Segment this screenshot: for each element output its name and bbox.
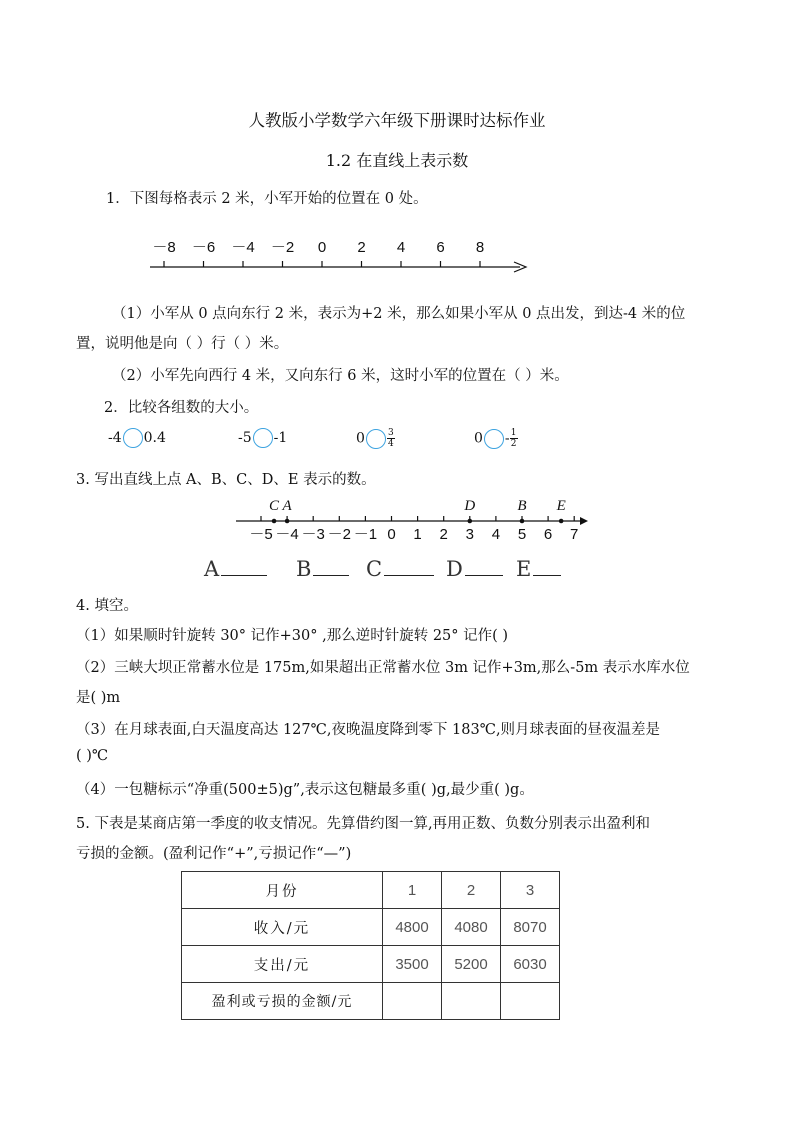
q3-tick-label: －2 — [327, 526, 351, 543]
q1-tick-label: －6 — [191, 239, 216, 256]
q1-tick-label: 8 — [475, 239, 485, 256]
q2-right-1: 0.4 — [143, 430, 166, 446]
answer-cell[interactable] — [383, 983, 442, 1020]
answer-blank-c[interactable] — [384, 555, 434, 576]
answer-label-e: E — [516, 557, 532, 581]
q1-number-line — [140, 232, 540, 282]
table-header-cell: 1 — [383, 872, 442, 909]
q2-left-1: -4 — [108, 430, 122, 446]
q3-point-label: E — [556, 498, 566, 514]
q2-left-3: 0 — [356, 430, 365, 447]
q2-left-4: 0 — [474, 430, 483, 447]
q3-tick-label: －1 — [353, 526, 378, 543]
q4-part3-line2: ( )℃ — [76, 748, 109, 764]
fraction-one-half — [510, 428, 518, 449]
table-header-cell: 3 — [501, 872, 560, 909]
q3-tick-label: 7 — [570, 526, 579, 543]
q2-right-2: -1 — [273, 430, 288, 446]
q3-tick-label: 1 — [413, 526, 422, 543]
table-header-month: 月份 — [182, 872, 383, 909]
answer-label-b: B — [296, 557, 312, 581]
table-cell: 8070 — [501, 909, 560, 946]
compare-circle[interactable] — [366, 429, 386, 449]
table-cell: 3500 — [383, 946, 442, 983]
income-expense-table — [181, 871, 560, 1020]
q3-answer-e — [516, 555, 561, 581]
answer-blank-a[interactable] — [221, 555, 267, 576]
row-label-profit-loss: 盈利或亏损的金额/元 — [182, 983, 383, 1020]
q3-tick-label: －5 — [249, 526, 273, 543]
answer-label-a: A — [204, 557, 220, 581]
table-row — [182, 946, 560, 983]
row-label-income: 收入/元 — [182, 909, 383, 946]
q3-tick-label: 4 — [491, 526, 501, 543]
q3-answer-b — [296, 555, 349, 581]
answer-blank-e[interactable] — [533, 555, 561, 576]
table-cell: 5200 — [442, 946, 501, 983]
q4-part4: （4）一包糖标示“净重(500±5)g”,表示这包糖最多重( )g,最少重( )g。 — [76, 782, 534, 798]
table-cell: 4800 — [383, 909, 442, 946]
table-header-cell: 2 — [442, 872, 501, 909]
q1-tick-label: 6 — [436, 239, 445, 256]
q4-part2-line1: （2）三峡大坝正常蓄水位是 175m,如果超出正常蓄水位 3m 记作+3m,那么-5m 表示水库水位 — [76, 660, 690, 676]
q4-stem: 4. 填空。 — [76, 598, 138, 614]
answer-blank-b[interactable] — [313, 555, 349, 576]
table-header-row — [182, 872, 560, 909]
fraction-sign: - — [504, 430, 510, 447]
answer-label-c: C — [366, 557, 383, 581]
q2-compare-2 — [238, 428, 287, 448]
q3-answer-c — [366, 555, 434, 581]
q3-axis-arrow — [580, 517, 588, 525]
q3-tick-label: 3 — [465, 526, 474, 543]
q3-tick-label: 5 — [517, 526, 527, 543]
q1-tick-label: －8 — [152, 239, 176, 256]
q1-part2: （2）小军先向西行 4 米，又向东行 6 米，这时小军的位置在（ ）米。 — [112, 368, 569, 384]
q2-compare-4 — [474, 428, 518, 449]
q1-tick-label: 4 — [396, 239, 406, 256]
q3-point-label: B — [517, 498, 527, 514]
q3-tick-label: 2 — [439, 526, 448, 543]
q3-stem: 3. 写出直线上点 A、B、C、D、E 表示的数。 — [76, 472, 376, 488]
compare-circle[interactable] — [484, 429, 504, 449]
q3-point-label: A — [282, 498, 292, 514]
compare-circle[interactable] — [123, 428, 143, 448]
page-subtitle: 1.2 在直线上表示数 — [325, 151, 469, 170]
q4-part1: （1）如果顺时针旋转 30° 记作+30° ,那么逆时针旋转 25° 记作( ) — [76, 628, 509, 644]
q5-stem-line1: 5. 下表是某商店第一季度的收支情况。先算借约图一算,再用正数、负数分别表示出盈利和 — [76, 816, 651, 832]
q4-part2-line2: 是( )m — [76, 690, 121, 706]
q1-tick-label: －4 — [231, 239, 255, 256]
q1-tick-label: 0 — [317, 239, 327, 256]
q4-part3-line1: （3）在月球表面,白天温度高达 127℃,夜晚温度降到零下 183℃,则月球表面的昼夜温差是 — [76, 722, 661, 738]
answer-label-d: D — [446, 557, 463, 581]
q1-stem: 1．下图每格表示 2 米，小军开始的位置在 0 处。 — [106, 191, 428, 207]
fraction-denominator: 4 — [388, 439, 394, 449]
q3-tick-label: －4 — [275, 526, 299, 543]
q5-stem-line2: 亏损的金额。(盈利记作“+”,亏损记作“—”) — [76, 846, 352, 862]
table-cell: 6030 — [501, 946, 560, 983]
fraction-three-quarters — [387, 428, 395, 449]
row-label-expense: 支出/元 — [182, 946, 383, 983]
answer-cell[interactable] — [501, 983, 560, 1020]
q3-tick-label: 6 — [543, 526, 553, 543]
q3-point-label: C — [269, 498, 280, 514]
q2-compare-3 — [356, 428, 395, 449]
table-row — [182, 983, 560, 1020]
q3-number-line — [230, 493, 600, 545]
fraction-numerator: 1 — [510, 428, 517, 438]
q1-tick-label: 2 — [357, 239, 366, 256]
table-cell: 4080 — [442, 909, 501, 946]
page-title: 人教版小学数学六年级下册课时达标作业 — [248, 111, 546, 130]
q2-left-2: -5 — [238, 430, 252, 446]
answer-cell[interactable] — [442, 983, 501, 1020]
q3-answer-d — [446, 555, 503, 581]
fraction-numerator: 3 — [388, 428, 394, 438]
answer-blank-d[interactable] — [465, 555, 503, 576]
q3-tick-label: －3 — [301, 526, 325, 543]
fraction-denominator: 2 — [510, 439, 517, 449]
q1-part1-line1: （1）小军从 0 点向东行 2 米，表示为+2 米，那么如果小军从 0 点出发，到达-4 米的位 — [112, 306, 686, 322]
q3-point-label: D — [464, 498, 476, 514]
q1-tick-label: －2 — [270, 239, 295, 256]
compare-circle[interactable] — [253, 428, 273, 448]
table-row — [182, 909, 560, 946]
q2-compare-1 — [108, 428, 166, 448]
q2-stem: 2．比较各组数的大小。 — [104, 400, 259, 416]
q3-tick-label: 0 — [387, 526, 396, 543]
q1-part1-line2: 置，说明他是向（ ）行（ ）米。 — [76, 336, 289, 352]
q3-answer-a — [204, 555, 267, 581]
